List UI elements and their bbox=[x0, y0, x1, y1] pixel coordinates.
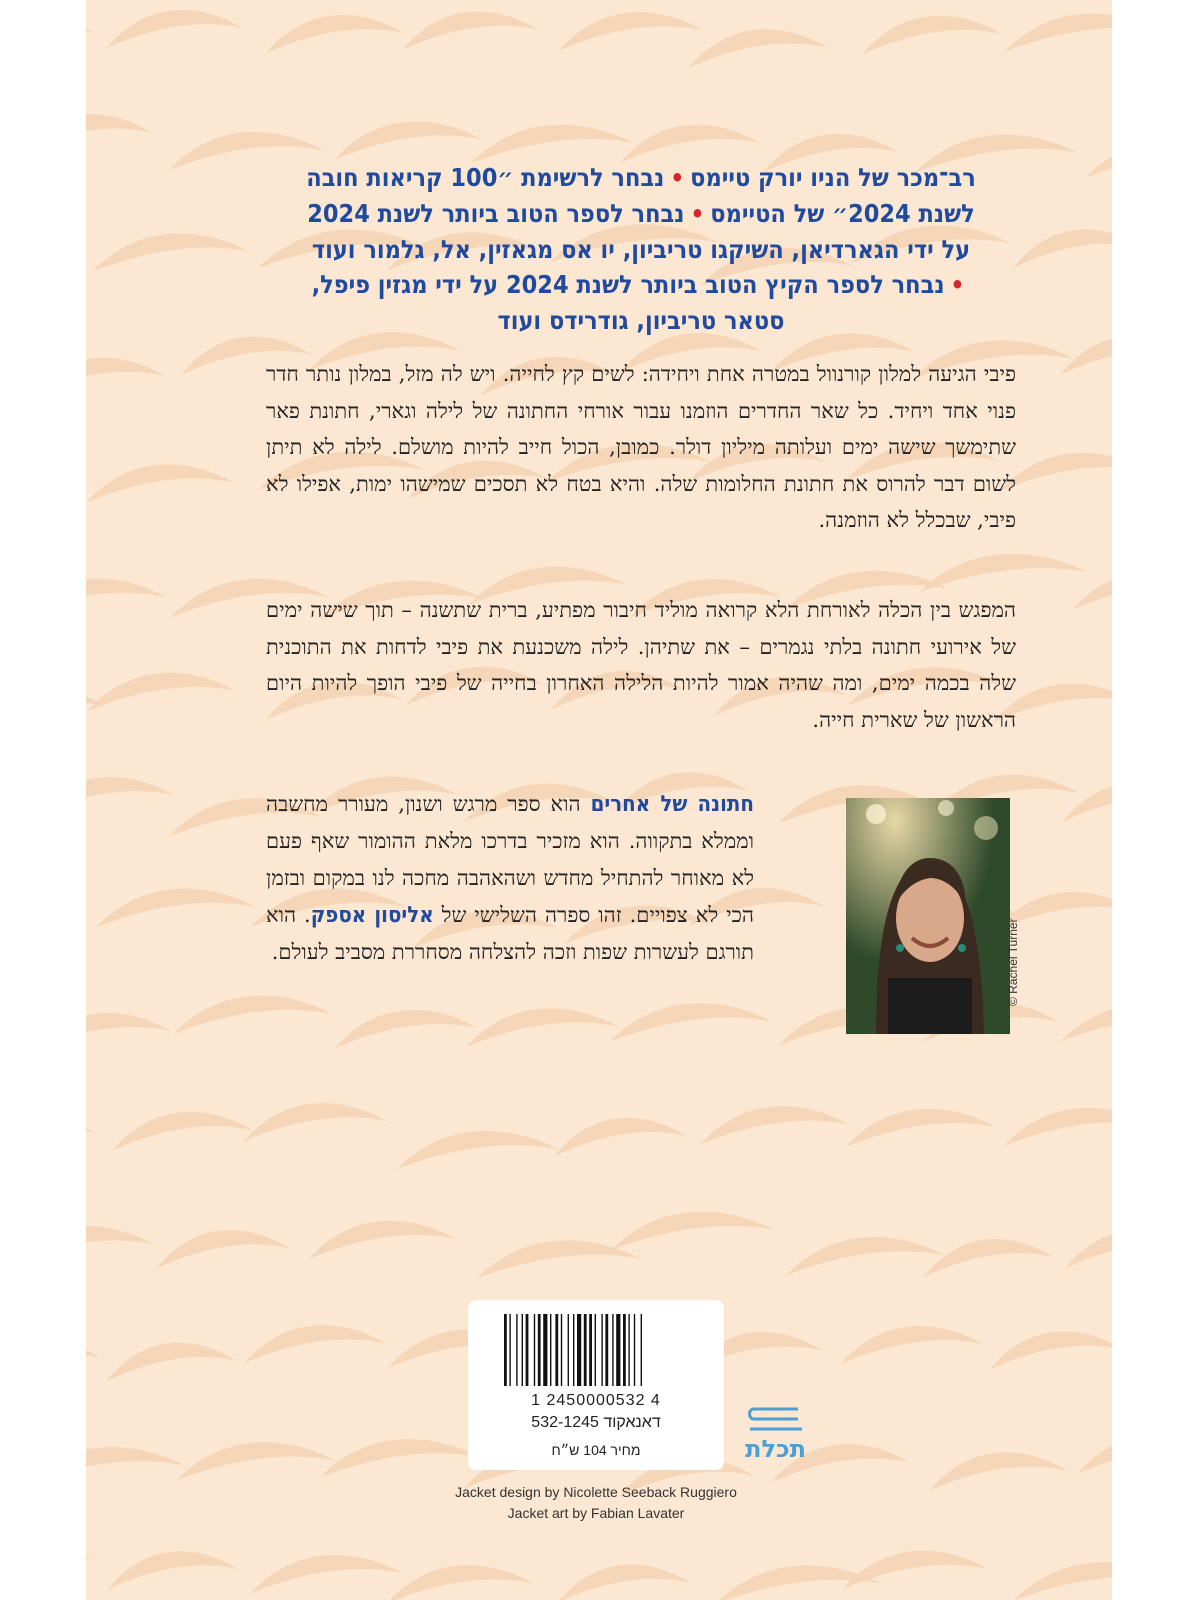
accolade-summer-book: נבחר לספר הקיץ הטוב ביותר לשנת 2024 על ידי מגזין פיפל, bbox=[311, 270, 945, 299]
barcode-bar bbox=[550, 1314, 551, 1386]
about-text-2: . הוא תורגם לעשרות שפות וזכה להצלחה מסחררת מסביב לעולם. bbox=[266, 903, 754, 964]
barcode-bar bbox=[509, 1314, 510, 1386]
accolade-bestseller: רב־מכר של הניו יורק טיימס bbox=[690, 163, 976, 192]
barcode-bar bbox=[605, 1314, 608, 1386]
barcode-bar bbox=[641, 1314, 642, 1386]
dancode: דאנאקוד 532-1245 bbox=[531, 1414, 661, 1431]
barcode-bar bbox=[504, 1314, 507, 1386]
book-title: חתונה של אחרים bbox=[590, 792, 755, 817]
author-name: אליסון אספק bbox=[310, 903, 434, 928]
bullet-icon: • bbox=[950, 271, 965, 299]
barcode-number: 1 2450000532 4 bbox=[531, 1392, 661, 1409]
barcode-bar bbox=[589, 1314, 592, 1386]
barcode-bar bbox=[601, 1314, 602, 1386]
author-photo bbox=[846, 798, 1010, 1034]
barcode-bar bbox=[628, 1314, 629, 1386]
photo-credit: © Rachel Turner bbox=[1006, 918, 1020, 1006]
barcode-bar bbox=[522, 1314, 523, 1386]
barcode-bar bbox=[561, 1314, 562, 1386]
accolades bbox=[266, 160, 1016, 338]
synopsis-paragraph-1: פיבי הגיעה למלון קורנוול במטרה אחת ויחידה: לשים קץ לחייה. ויש לה מזל, במלון נותר חדר פנוי אחד ויחיד. כל שאר החדרים הוזמנו עבור אורחי החתונה של לילה וגארי, חתונת פאר שתימשך שישה ימים ועלותה מיליון דולר. כמובן, הכול חייב להיות מושלם. לילה לא תיתן לשום דבר להרוס את חתונת החלומות שלה. והיא בטח לא תסכים שמישהו ימות, אפילו לא פיבי, שבכלל לא הוזמנה. bbox=[266, 362, 1016, 532]
about-paragraph bbox=[266, 786, 754, 971]
barcode-bar bbox=[634, 1314, 635, 1386]
barcode-bar bbox=[573, 1314, 574, 1386]
barcode-bar bbox=[538, 1314, 541, 1386]
accolade-publications: על ידי הגארדיאן, השיקגו טריביון, יו אס מגאזין, אל, גלמור ועוד bbox=[311, 235, 971, 264]
barcode-label bbox=[468, 1300, 724, 1470]
price: מחיר 104 ש״ח bbox=[551, 1442, 641, 1458]
synopsis-paragraph-2: המפגש בין הכלה לאורחת הלא קרואה מוליד חיבור מפתיע, ברית שתשנה – תוך שישה ימים של אירועי חתונה בלתי נגמרים – את שתיהן. לילה משכנעת את פיבי לדחות את התוכנית שלה בכמה ימים, ומה שהיה אמור להיות הלילה האחרון בחייה של פיבי הופך להיות היום הראשון של שארית חייה. bbox=[266, 598, 1016, 732]
barcode-bar bbox=[568, 1314, 569, 1386]
barcode-bar bbox=[623, 1314, 626, 1386]
barcode-bar bbox=[555, 1314, 558, 1386]
about-text-1: הוא ספר מרגש ושנון, מעורר מחשבה וממלא בתקווה. הוא מזכיר בדרכו מלאת ההומור שאף פעם לא מאוחר להתחיל מחדש ושהאהבה מחכה לנו במקום ובזמן הכי לא צפויים. זהו ספרה השלישי של bbox=[266, 792, 755, 927]
barcode-icon bbox=[502, 1314, 690, 1386]
accolade-best-book: נבחר לספר הטוב ביותר לשנת 2024 bbox=[307, 199, 685, 228]
bullet-icon: • bbox=[690, 200, 705, 228]
barcode-bar bbox=[612, 1314, 613, 1386]
publisher-logo bbox=[746, 1405, 806, 1465]
jacket-art-credit: Jacket art by Fabian Lavater bbox=[507, 1505, 685, 1521]
about-section bbox=[266, 786, 1020, 1046]
accolade-times-list-cont: לשנת 2024״ של הטיימס bbox=[710, 199, 975, 228]
barcode-bar bbox=[616, 1314, 620, 1386]
accolade-times-list: נבחר לרשימת ״100 קריאות חובה bbox=[306, 163, 665, 192]
bullet-icon: • bbox=[670, 164, 685, 192]
barcode-bar bbox=[526, 1314, 529, 1386]
barcode-bar bbox=[595, 1314, 596, 1386]
barcode-bar bbox=[534, 1314, 535, 1386]
barcode-bar bbox=[577, 1314, 581, 1386]
book-back-cover bbox=[86, 0, 1112, 1600]
publisher-name: תכלת bbox=[745, 1435, 806, 1463]
barcode-bar bbox=[584, 1314, 587, 1386]
jacket-credits bbox=[386, 1482, 806, 1524]
barcode-bar bbox=[543, 1314, 547, 1386]
barcode-bar bbox=[516, 1314, 517, 1386]
jacket-design-credit: Jacket design by Nicolette Seeback Ruggiero bbox=[455, 1484, 737, 1500]
accolade-summer-publications: סטאר טריביון, גודרידס ועוד bbox=[497, 306, 785, 335]
publisher-logo-icon bbox=[746, 1405, 806, 1437]
